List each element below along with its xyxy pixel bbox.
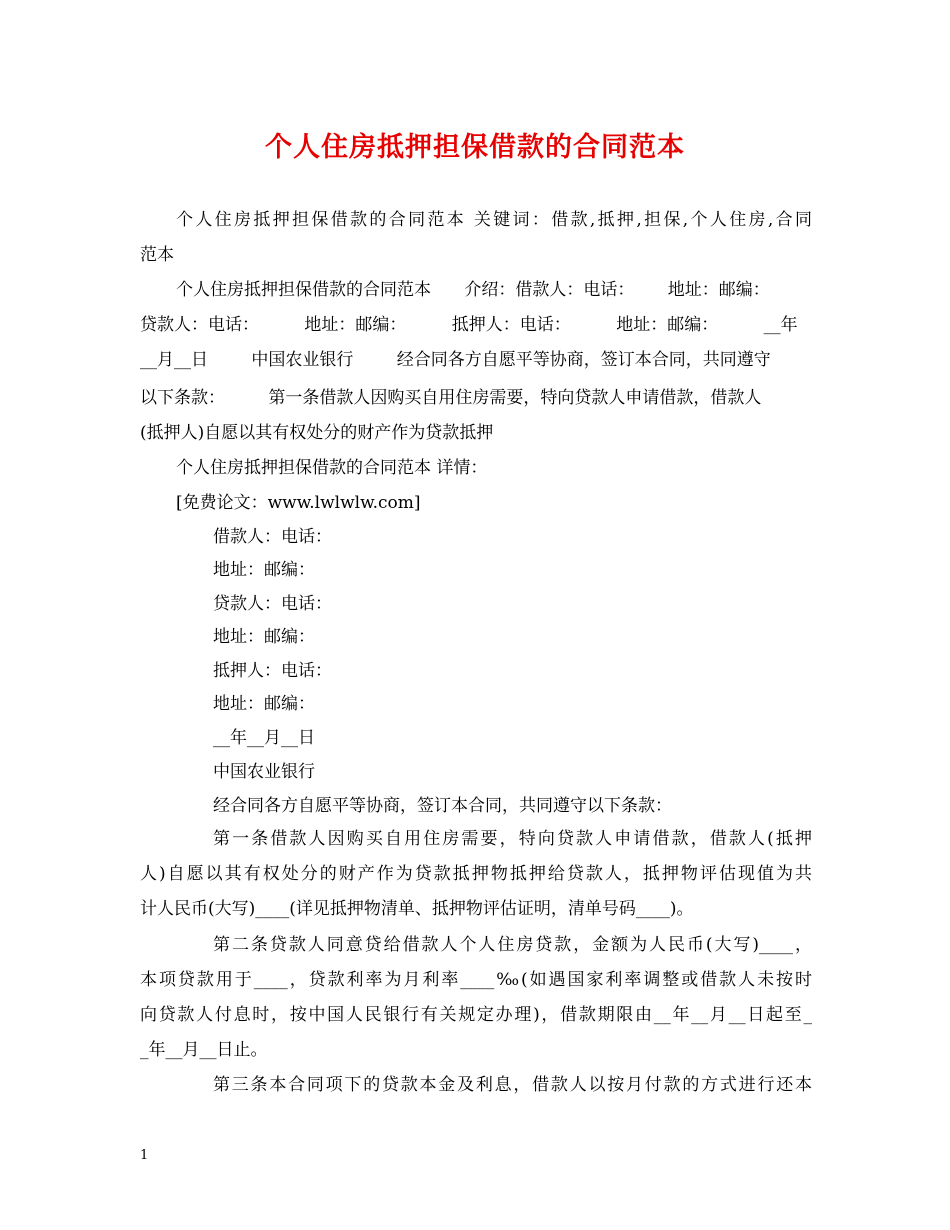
lender-phone: 贷款人：电话：: [213, 594, 332, 614]
page-number: 1: [140, 1148, 149, 1163]
article-2-line-1: 第二条贷款人同意贷给借款人个人住房贷款，金额为人民币(大写)____，: [213, 935, 812, 955]
keywords-line: 个人住房抵押担保借款的合同范本 关键词：借款,抵押,担保,个人住房,合同: [176, 210, 812, 230]
mortgagor-address: 地址：邮编：: [213, 694, 315, 714]
article-1-line-3: 计人民币(大写)____(详见抵押物清单、抵押物评估证明，清单号码____)。: [140, 899, 694, 919]
borrower-address: 地址：邮编：: [213, 560, 315, 580]
intro-line: 个人住房抵押担保借款的合同范本 介绍：借款人：电话： 地址：邮编：: [176, 280, 770, 300]
intro-line-3: __月__日 中国农业银行 经合同各方自愿平等协商，签订本合同，共同遵守: [140, 350, 771, 370]
mortgagor-phone: 抵押人：电话：: [213, 661, 332, 681]
date-line: __年__月__日: [213, 728, 315, 748]
details-heading: 个人住房抵押担保借款的合同范本 详情：: [176, 458, 488, 478]
agreement-intro: 经合同各方自愿平等协商，签订本合同，共同遵守以下条款：: [213, 796, 672, 816]
article-2-line-4: _年__月__日止。: [140, 1040, 268, 1060]
article-1-line-2: 人)自愿以其有权处分的财产作为贷款抵押物抵押给贷款人，抵押物评估现值为共: [140, 864, 812, 884]
document-title: 个人住房抵押担保借款的合同范本: [265, 132, 685, 163]
lender-address: 地址：邮编：: [213, 627, 315, 647]
source-link[interactable]: [免费论文：www.lwlwlw.com]: [176, 493, 421, 513]
bank-name: 中国农业银行: [213, 762, 315, 782]
article-1-line-1: 第一条借款人因购买自用住房需要，特向贷款人申请借款，借款人(抵押: [213, 829, 812, 849]
intro-line-5: (抵押人)自愿以其有权处分的财产作为贷款抵押: [140, 423, 494, 443]
article-3-line-1: 第三条本合同项下的贷款本金及利息，借款人以按月付款的方式进行还本: [213, 1075, 812, 1095]
borrower-phone: 借款人：电话：: [213, 527, 332, 547]
intro-line-2: 贷款人：电话： 地址：邮编： 抵押人：电话： 地址：邮编： __年: [140, 315, 798, 335]
article-2-line-3: 向贷款人付息时，按中国人民银行有关规定办理)，借款期限由__年__月__日起至_: [140, 1005, 812, 1025]
article-2-line-2: 本项贷款用于____，贷款利率为月利率____‰(如遇国家利率调整或借款人未按时: [140, 970, 812, 990]
intro-line-4: 以下条款： 第一条借款人因购买自用住房需要，特向贷款人申请借款，借款人: [140, 388, 762, 408]
keywords-line-cont: 范本: [140, 245, 174, 265]
